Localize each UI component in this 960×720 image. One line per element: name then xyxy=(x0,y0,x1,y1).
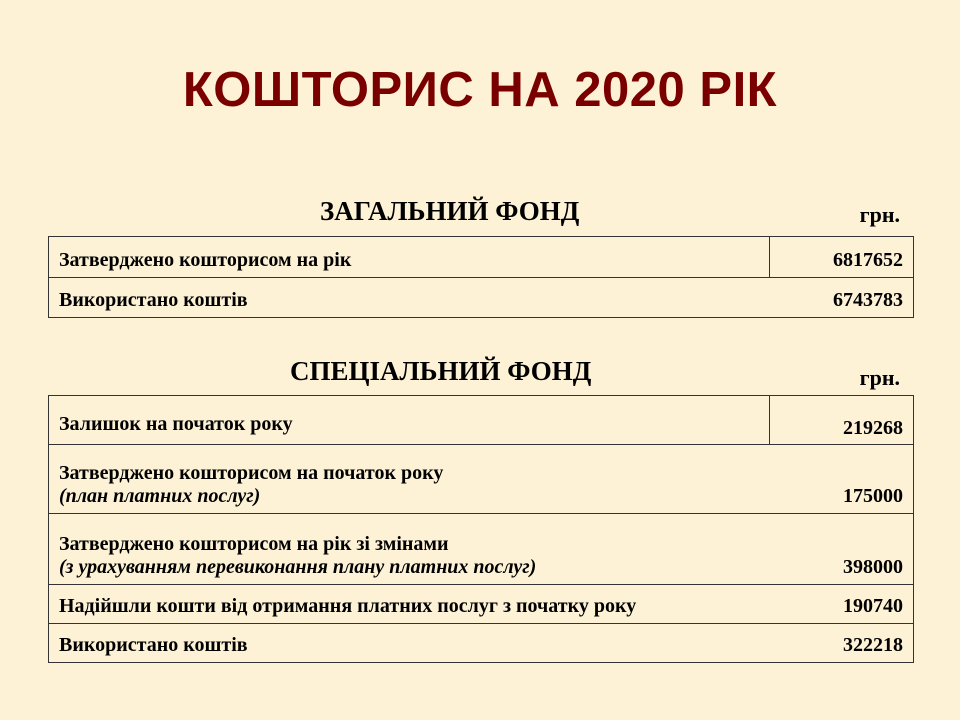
row-value: 6817652 xyxy=(770,237,914,278)
row-label: Затверджено кошторисом на рік xyxy=(49,237,770,278)
row-label: Залишок на початок року xyxy=(49,396,770,445)
row-label-cell xyxy=(49,514,770,585)
row-label-cell xyxy=(49,445,770,514)
general-fund-header xyxy=(0,196,960,230)
row-value: 322218 xyxy=(770,624,914,663)
special-fund-heading: СПЕЦІАЛЬНИЙ ФОНД xyxy=(290,356,592,386)
page-title: КОШТОРИС НА 2020 РІК xyxy=(182,63,778,117)
special-fund-header xyxy=(0,356,960,390)
row-note: (з урахуванням перевиконання плану платних послуг) xyxy=(59,556,537,578)
table-row xyxy=(49,237,914,278)
special-fund-table xyxy=(48,395,914,663)
row-value: 219268 xyxy=(770,396,914,445)
general-fund-table xyxy=(48,236,914,318)
general-fund-unit: грн. xyxy=(859,202,900,227)
table-row xyxy=(49,585,914,624)
table-row xyxy=(49,396,914,445)
row-label: Використано коштів xyxy=(49,278,770,318)
row-label: Надійшли кошти від отримання платних послуг з початку року xyxy=(49,585,770,624)
row-note: (план платних послуг) xyxy=(59,485,261,507)
row-value: 398000 xyxy=(770,514,914,585)
row-label: Затверджено кошторисом на початок року xyxy=(59,462,444,484)
special-fund-unit: грн. xyxy=(859,365,900,390)
row-value: 175000 xyxy=(770,445,914,514)
table-row xyxy=(49,514,914,585)
row-label: Використано коштів xyxy=(49,624,770,663)
table-row xyxy=(49,624,914,663)
table-row xyxy=(49,445,914,514)
general-fund-heading: ЗАГАЛЬНИЙ ФОНД xyxy=(320,196,580,226)
row-value: 6743783 xyxy=(770,278,914,318)
row-label: Затверджено кошторисом на рік зі змінами xyxy=(59,533,449,555)
row-value: 190740 xyxy=(770,585,914,624)
table-row xyxy=(49,278,914,318)
